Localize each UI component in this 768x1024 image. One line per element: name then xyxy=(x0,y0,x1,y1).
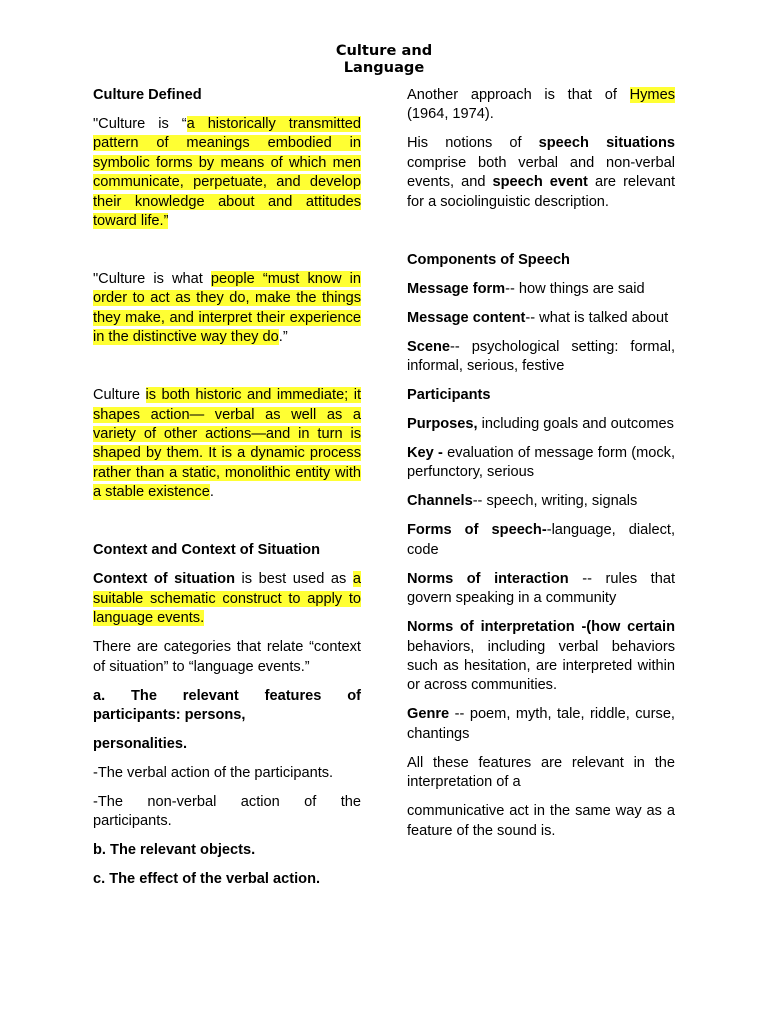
hymes-post: (1964, 1974). xyxy=(407,106,494,123)
definition-3-post: . xyxy=(209,484,214,501)
culture-defined-text: Culture Defined xyxy=(93,87,202,103)
component-term: Participants xyxy=(407,387,491,404)
component-desc: -language, dialect, code xyxy=(407,522,675,558)
spacer xyxy=(93,512,361,541)
non-verbal-action: -The non-verbal action of the participants. xyxy=(93,793,361,830)
personalities-text: personalities. xyxy=(93,735,188,752)
component-desc: -- speech, writing, signals xyxy=(472,493,638,510)
item-a xyxy=(93,687,361,726)
document-title xyxy=(0,42,768,76)
component-term: Purposes, xyxy=(407,416,478,433)
definition-2 xyxy=(93,270,361,348)
notions-p3: are relevant for a sociolinguistic description. xyxy=(407,174,675,210)
component-desc: -- rules that govern speaking in a community xyxy=(407,570,675,607)
component-desc: -- psychological setting: formal, informal, serious, festive xyxy=(407,338,675,375)
component-term: Forms of speech- xyxy=(407,522,547,539)
context-of-situation-highlight: a suitable schematic construct to apply to language events. xyxy=(93,571,361,627)
notions-p2: comprise both verbal and non-verbal events, and xyxy=(407,154,675,191)
spacer xyxy=(93,241,361,270)
context-of-situation-paragraph xyxy=(93,570,361,628)
hymes-paragraph xyxy=(407,86,675,125)
component-desc: -- how things are said xyxy=(505,280,645,297)
notions-paragraph xyxy=(407,134,675,212)
categories-paragraph: There are categories that relate “context of situation” to “language events.” xyxy=(93,639,361,675)
component-item xyxy=(407,444,675,483)
component-term: Norms of interaction xyxy=(407,570,569,587)
personalities xyxy=(93,735,361,754)
hymes-highlight: Hymes xyxy=(629,87,675,103)
definition-2-highlight: people “must know in order to act as they do, make the things they make, and interpret their experience in the distinctive way they do xyxy=(93,271,361,346)
context-of-situation-plain: is best used as xyxy=(234,571,353,588)
component-item xyxy=(407,570,675,609)
component-item xyxy=(407,386,675,405)
hymes-pre: Another approach is that of xyxy=(407,87,630,103)
component-item xyxy=(407,280,675,299)
component-item xyxy=(407,618,675,696)
definition-2-pre: "Culture is what xyxy=(93,271,211,288)
verbal-action: -The verbal action of the participants. xyxy=(93,764,334,781)
component-desc: evaluation of message form (mock, perfunctory, serious xyxy=(407,445,676,481)
culture-defined-heading xyxy=(93,86,361,105)
component-desc: -- poem, myth, tale, riddle, curse, chantings xyxy=(407,706,675,742)
notions-b2: speech event xyxy=(492,174,588,191)
communicative-paragraph: communicative act in the same way as a feature of the sound is. xyxy=(407,803,675,839)
component-item xyxy=(407,338,675,377)
right-column xyxy=(407,86,675,851)
definition-2-post: .” xyxy=(278,329,288,346)
left-column xyxy=(93,86,361,899)
item-a-text: a. The relevant features of participants: persons, xyxy=(93,687,361,723)
component-term: Channels xyxy=(407,493,473,510)
components-heading xyxy=(407,251,675,270)
spacer xyxy=(93,357,361,386)
component-item xyxy=(407,492,675,511)
context-of-situation-term: Context of situation xyxy=(93,571,235,588)
definition-3 xyxy=(93,386,361,502)
title-line-1: Culture and xyxy=(335,42,433,59)
context-heading xyxy=(93,541,361,560)
definition-1-highlight: a historically transmitted pattern of meanings embodied in symbolic forms by means of which men communicate, perpetuate, and develop their knowledge about and attitudes toward life.” xyxy=(93,116,361,230)
component-term: Message form xyxy=(407,280,506,297)
component-term: Message content xyxy=(407,309,526,326)
item-c xyxy=(93,870,361,889)
title-line-2: Language xyxy=(343,59,425,76)
component-term: Norms of interpretation -(how certain xyxy=(407,619,675,636)
component-desc: -- what is talked about xyxy=(525,309,669,326)
component-term: Scene xyxy=(407,338,450,355)
notions-p1: His notions of xyxy=(407,135,539,152)
item-b-text: b. The relevant objects. xyxy=(93,842,256,859)
notions-b1: speech situations xyxy=(538,135,675,152)
component-term: Genre xyxy=(407,706,450,723)
component-item xyxy=(407,309,675,328)
definition-1-pre: "Culture is “ xyxy=(93,116,187,132)
item-c-text: c. The effect of the verbal action. xyxy=(93,871,321,888)
component-desc: including goals and outcomes xyxy=(477,416,674,433)
definition-3-pre: Culture xyxy=(93,387,146,404)
component-item xyxy=(407,521,675,560)
item-b xyxy=(93,841,361,860)
context-heading-text: Context and Context of Situation xyxy=(93,542,321,559)
definition-3-highlight: is both historic and immediate; it shapes action— verbal as well as a variety of other actions—and in turn is shaped by them. It is a dynamic process rather than a static, monolithic entity with a stable existence xyxy=(93,387,361,501)
definition-1 xyxy=(93,115,361,231)
component-item xyxy=(407,705,675,744)
component-desc: behaviors, including verbal behaviors such as hesitation, are interpreted within or across communities. xyxy=(407,638,675,694)
component-item xyxy=(407,415,675,434)
relevant-paragraph: All these features are relevant in the interpretation of a xyxy=(407,754,675,791)
component-term: Key - xyxy=(407,445,443,462)
components-heading-text: Components of Speech xyxy=(407,251,570,268)
spacer xyxy=(407,222,675,251)
